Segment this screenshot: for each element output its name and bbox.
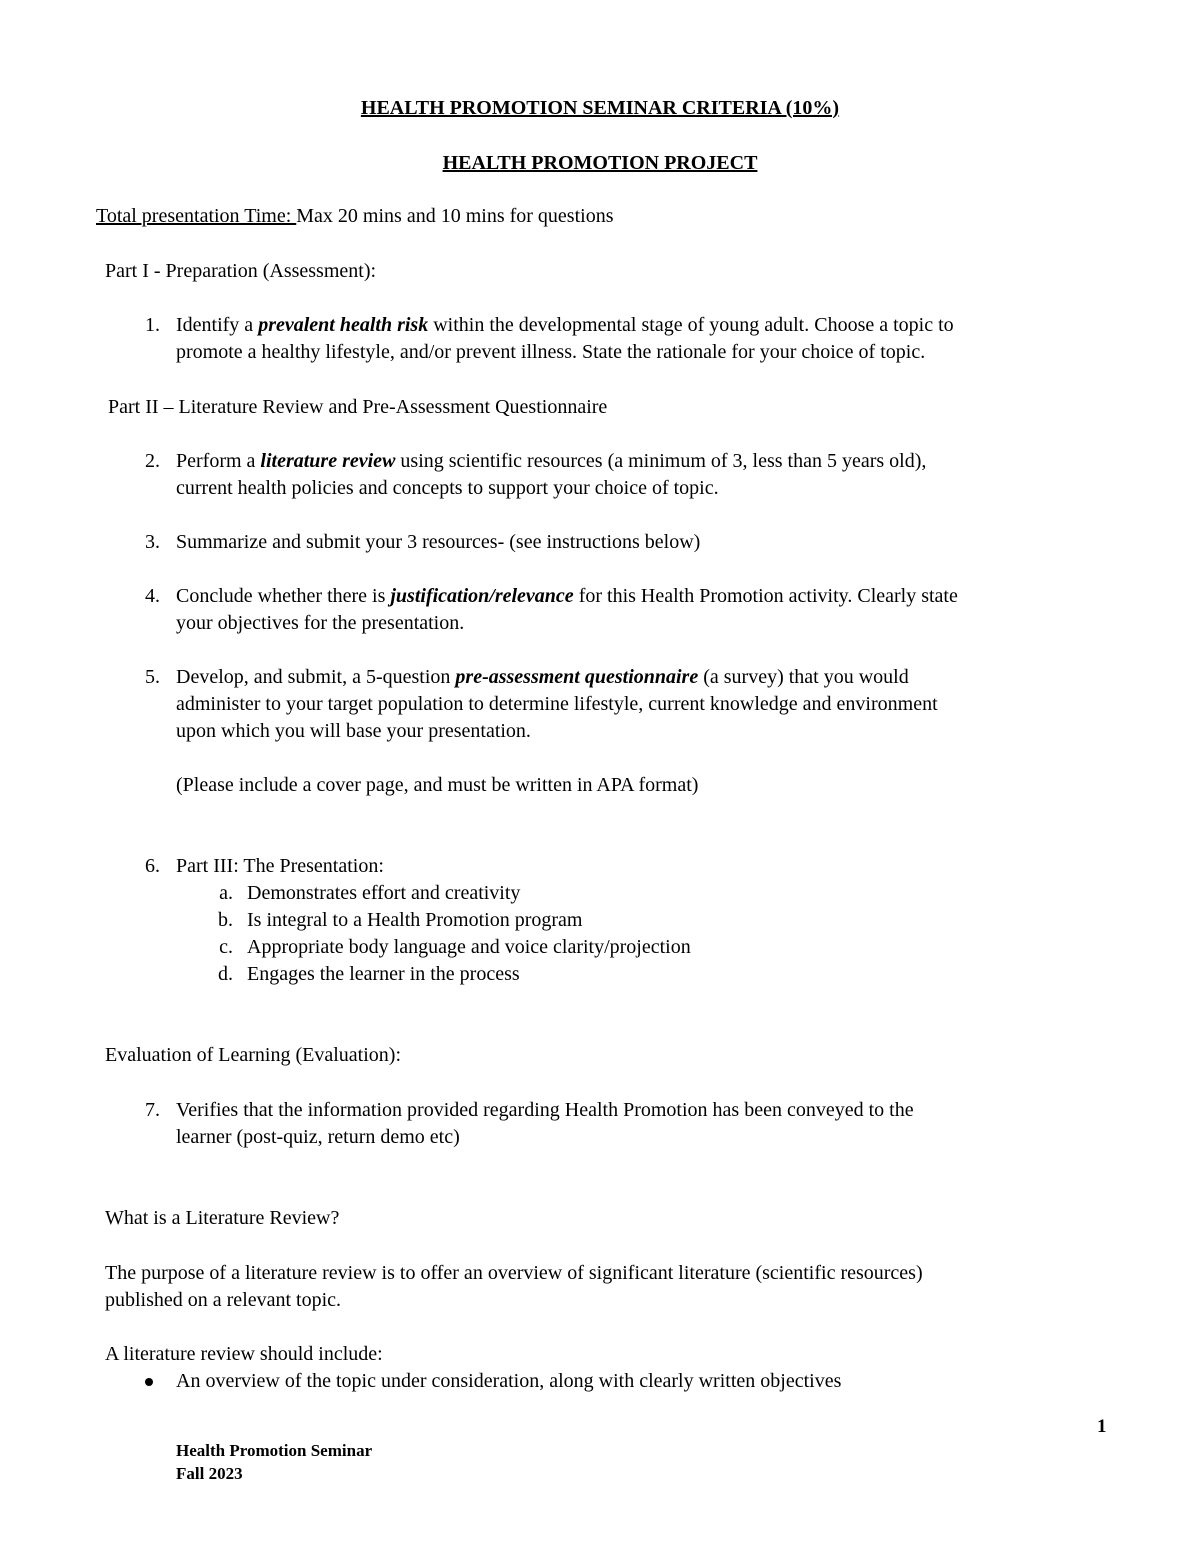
item-1-line2: promote a healthy lifestyle, and/or prevent illness. State the rationale for your choice of topic.	[176, 341, 926, 363]
presentation-time-value: Max 20 mins and 10 mins for questions	[296, 205, 614, 227]
item-4-line2: your objectives for the presentation.	[176, 612, 465, 634]
item-1-pre: Identify a	[176, 314, 259, 336]
item-2-line1	[176, 448, 926, 475]
item-number: 1.	[145, 314, 160, 336]
item-7-line1: Verifies that the information provided regarding Health Promotion has been conveyed to the	[176, 1099, 914, 1121]
subitem-letter: a.	[219, 882, 233, 904]
apa-note: (Please include a cover page, and must be written in APA format)	[176, 774, 699, 796]
item-number: 3.	[145, 531, 160, 553]
item-number: 6.	[145, 855, 160, 877]
litreview-purpose-line1: The purpose of a literature review is to offer an overview of significant literature (scientific resources)	[105, 1262, 923, 1284]
item-1-emphasis: prevalent health risk	[258, 314, 429, 336]
subitem-letter: c.	[219, 936, 233, 958]
litreview-include-heading: A literature review should include:	[105, 1343, 383, 1365]
item-number: 4.	[145, 585, 160, 607]
item-7-line2: learner (post-quiz, return demo etc)	[176, 1126, 460, 1148]
subitem-letter: b.	[218, 909, 233, 931]
presentation-time-label: Total presentation Time:	[96, 205, 297, 227]
footer-term: Fall 2023	[176, 1464, 243, 1483]
item-5-pre: Develop, and submit, a 5-question	[176, 666, 456, 688]
presentation-time	[96, 203, 613, 230]
subitem-text: Is integral to a Health Promotion program	[247, 909, 583, 931]
item-5-post: (a survey) that you would	[698, 666, 909, 688]
page-number: 1	[1097, 1416, 1107, 1437]
item-5-line1	[176, 664, 909, 691]
item-number: 2.	[145, 450, 160, 472]
litreview-purpose-line2: published on a relevant topic.	[105, 1289, 342, 1311]
item-4-line1	[176, 583, 958, 610]
item-1-line1	[176, 312, 954, 339]
item-5-emphasis: pre-assessment questionnaire	[455, 666, 699, 688]
item-2-pre: Perform a	[176, 450, 261, 472]
item-1-post: within the developmental stage of young adult. Choose a topic to	[428, 314, 954, 336]
item-3-text: Summarize and submit your 3 resources- (see instructions below)	[176, 531, 701, 553]
evaluation-heading: Evaluation of Learning (Evaluation):	[105, 1044, 402, 1066]
footer-course-name: Health Promotion Seminar	[176, 1441, 373, 1460]
item-4-post: for this Health Promotion activity. Clearly state	[573, 585, 958, 607]
item-5-line2: administer to your target population to determine lifestyle, current knowledge and environment	[176, 693, 938, 715]
subitem-text: Appropriate body language and voice clarity/projection	[247, 936, 691, 958]
item-2-post: using scientific resources (a minimum of 3, less than 5 years old),	[395, 450, 927, 472]
item-2-emphasis: literature review	[260, 450, 396, 472]
litreview-bullet-text: An overview of the topic under consideration, along with clearly written objectives	[176, 1370, 842, 1392]
page-title: HEALTH PROMOTION SEMINAR CRITERIA (10%)	[360, 97, 840, 119]
subitem-text: Demonstrates effort and creativity	[247, 882, 521, 904]
subitem-letter: d.	[218, 963, 233, 985]
item-2-line2: current health policies and concepts to support your choice of topic.	[176, 477, 719, 499]
item-5-line3: upon which you will base your presentation.	[176, 720, 531, 742]
item-4-emphasis: justification/relevance	[390, 585, 574, 607]
subitem-text: Engages the learner in the process	[247, 963, 520, 985]
part2-heading: Part II – Literature Review and Pre-Assessment Questionnaire	[108, 396, 608, 418]
item-number: 5.	[145, 666, 160, 688]
part1-heading: Part I - Preparation (Assessment):	[105, 260, 377, 282]
item-number: 7.	[145, 1099, 160, 1121]
page-subtitle: HEALTH PROMOTION PROJECT	[442, 152, 758, 174]
bullet-dot	[145, 1378, 153, 1386]
part3-heading: Part III: The Presentation:	[176, 855, 384, 877]
item-4-pre: Conclude whether there is	[176, 585, 391, 607]
litreview-heading: What is a Literature Review?	[105, 1207, 340, 1229]
